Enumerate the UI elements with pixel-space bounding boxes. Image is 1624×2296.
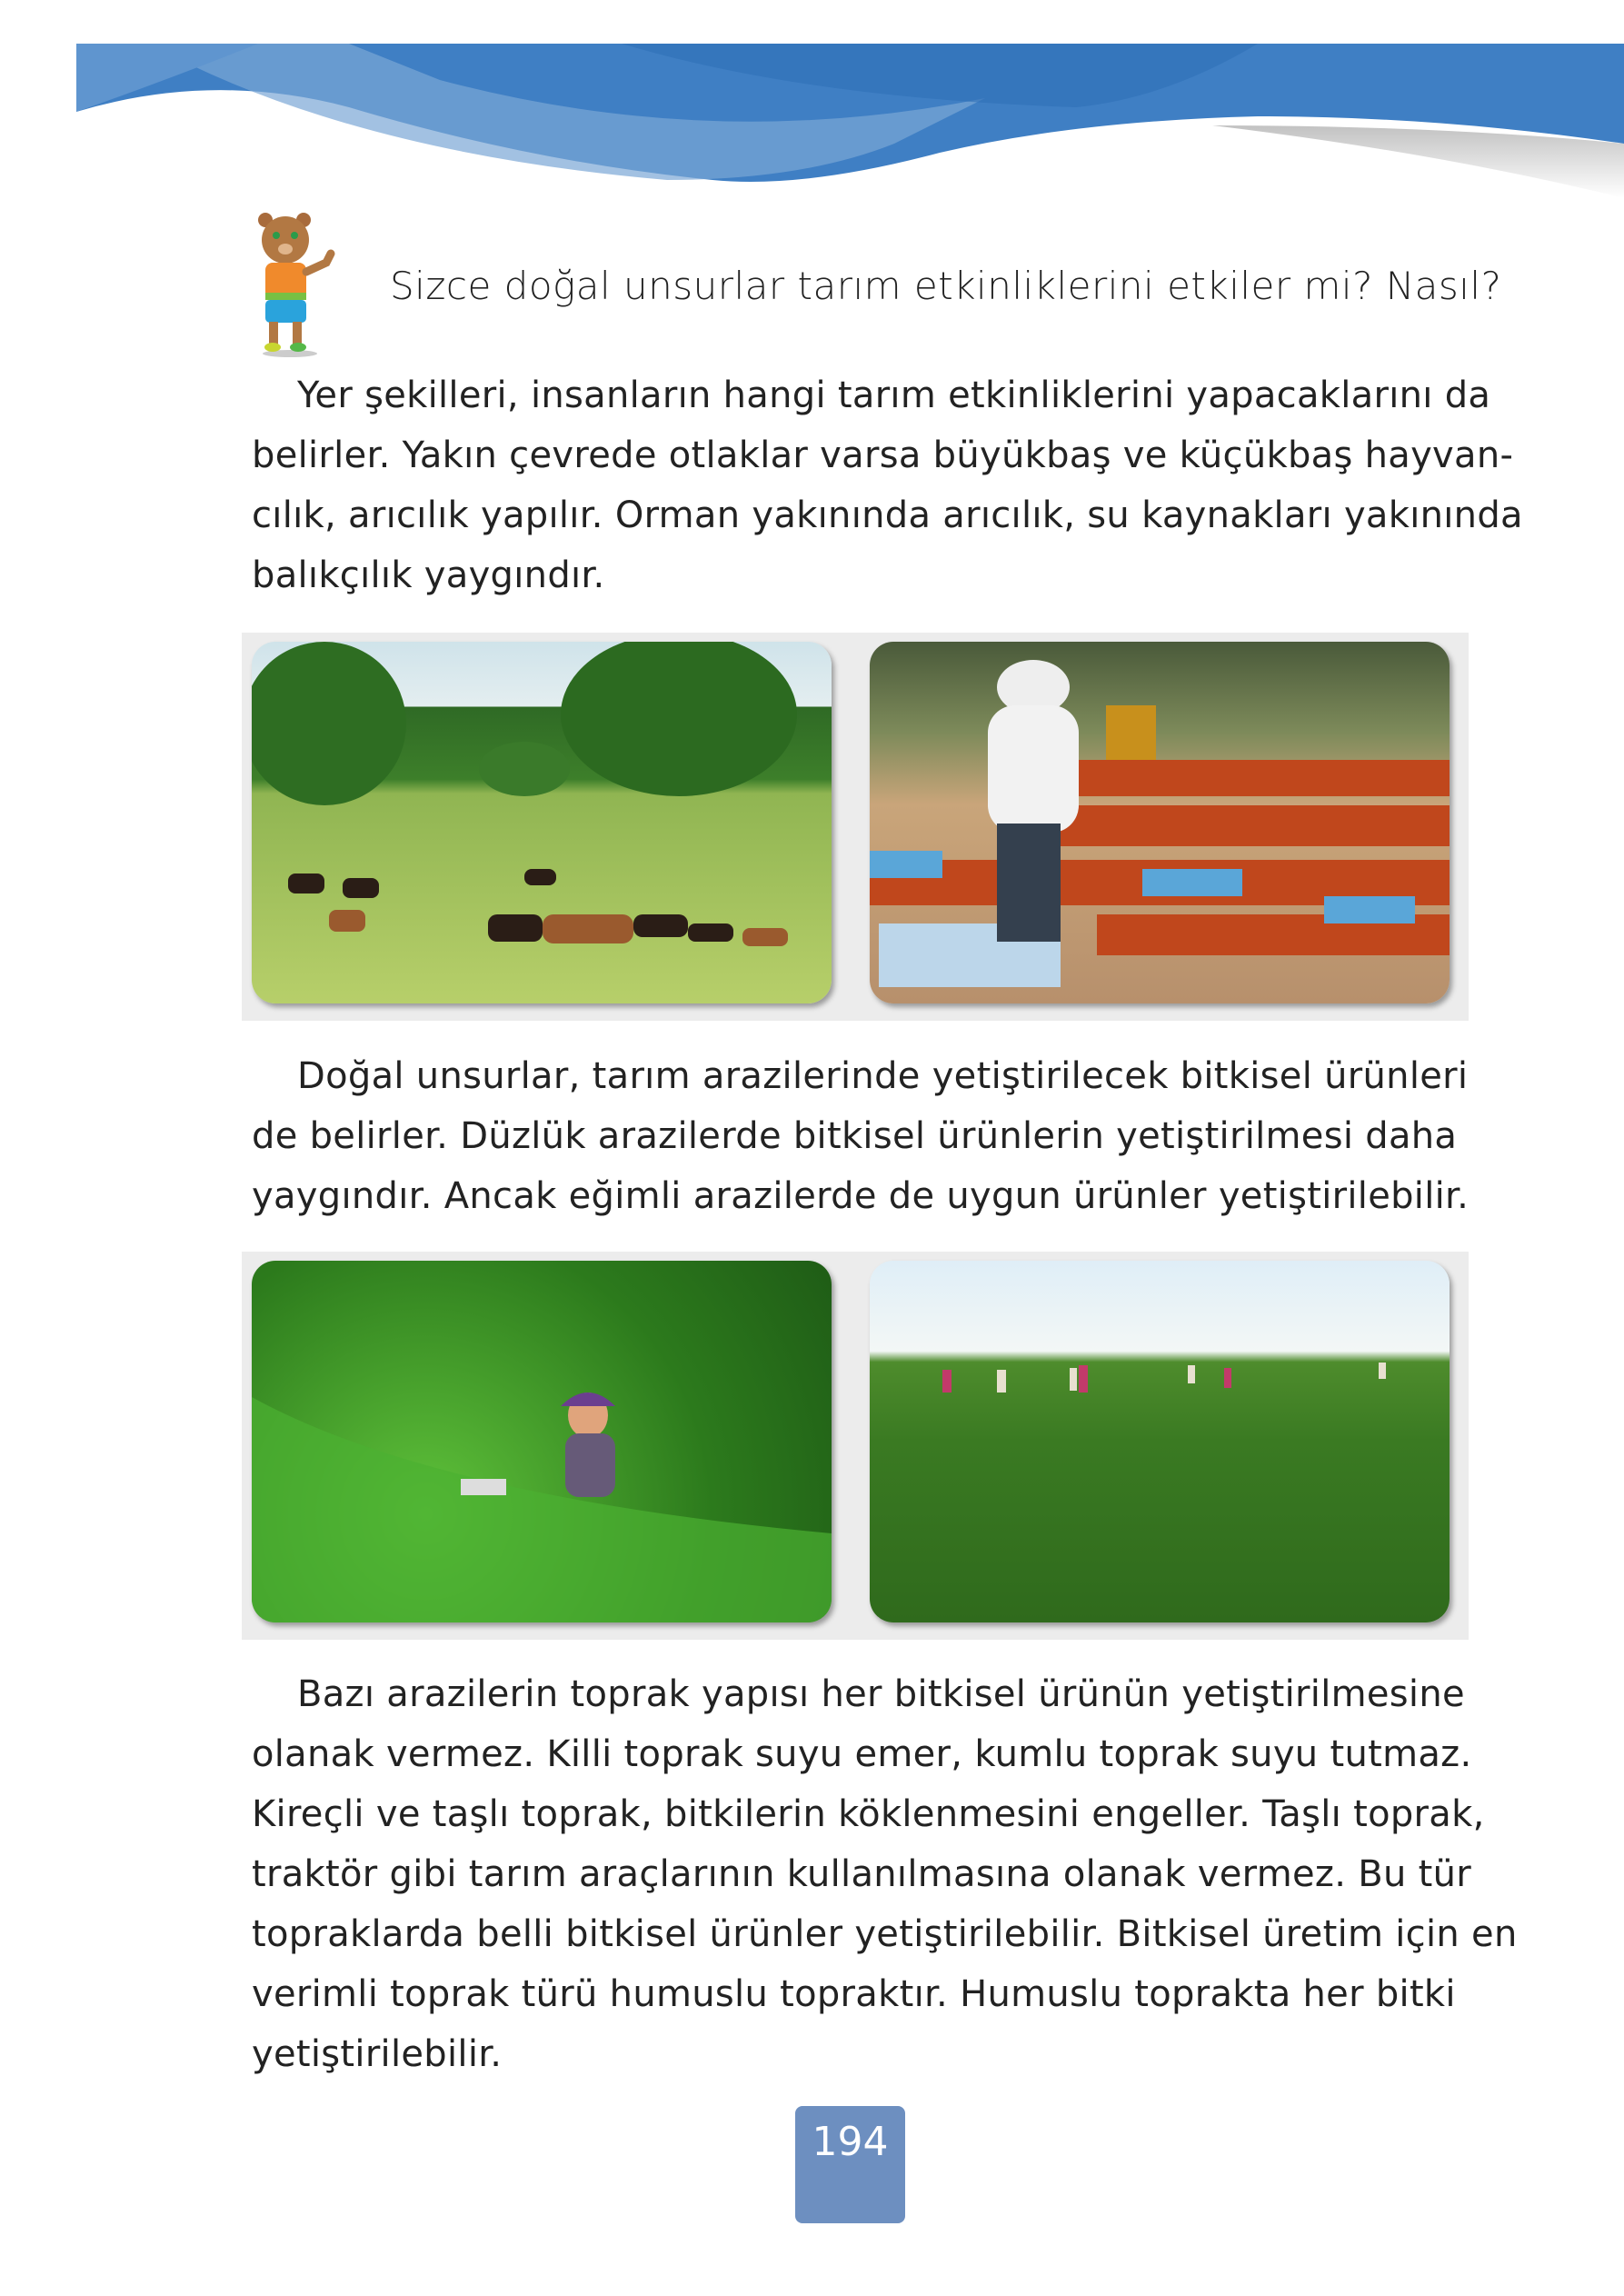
text-line: olanak vermez. Killi toprak suyu emer, kumlu toprak suyu tutmaz. [252,1733,1472,1775]
text-line: balıkçılık yaygındır. [252,554,605,596]
paragraph-landforms [252,365,1523,605]
question-prompt: Sizce doğal unsurlar tarım etkinliklerini etkiler mi? Nasıl? [390,264,1502,308]
text-line: Kireçli ve taşlı toprak, bitkilerin köklenmesini engeller. Taşlı toprak, [252,1793,1485,1835]
image-row-livestock-beekeeping [242,633,1469,1021]
image-row-crops [242,1252,1469,1640]
text-line: Yer şekilleri, insanların hangi tarım etkinliklerini yapacaklarını da [297,374,1491,416]
text-line: yetiştirilebilir. [252,2033,503,2075]
photo-cattle-pasture [252,642,832,1003]
header-wave-banner [76,44,1624,198]
page-number: 194 [795,2106,905,2223]
photo-beekeeper-hives [870,642,1450,1003]
text-line: verimli toprak türü humuslu topraktır. Humuslu toprakta her bitki [252,1973,1456,2015]
text-line: Bazı arazilerin toprak yapısı her bitkisel ürünün yetiştirilmesine [297,1673,1465,1715]
text-line: topraklarda belli bitkisel ürünler yetiştirilebilir. Bitkisel üretim için en [252,1913,1518,1955]
text-line: traktör gibi tarım araçlarının kullanılmasına olanak vermez. Bu tür [252,1853,1472,1895]
photo-flat-field-workers [870,1261,1450,1622]
text-line: cılık, arıcılık yapılır. Orman yakınında arıcılık, su kaynakları yakınında [252,494,1523,536]
text-line: yaygındır. Ancak eğimli arazilerde de uygun ürünler yetiştirilebilir. [252,1175,1470,1217]
paragraph-soil-types [252,1664,1518,2084]
bear-mascot-icon [249,213,349,358]
text-line: de belirler. Düzlük arazilerde bitkisel ürünlerin yetiştirilmesi daha [252,1115,1458,1157]
text-line: Doğal unsurlar, tarım arazilerinde yetiştirilecek bitkisel ürünleri [297,1055,1469,1097]
photo-tea-harvest-slope [252,1261,832,1622]
paragraph-natural-factors [252,1046,1470,1226]
text-line: belirler. Yakın çevrede otlaklar varsa büyükbaş ve küçükbaş hayvan- [252,434,1514,476]
